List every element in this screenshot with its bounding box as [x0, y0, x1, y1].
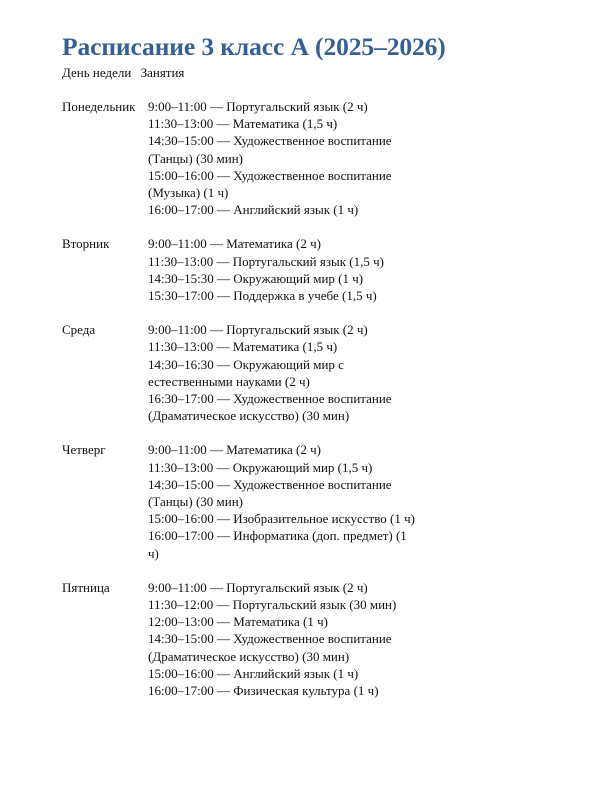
day-row: [62, 441, 542, 561]
lesson-item: 9:00–11:00 — Математика (2 ч): [148, 442, 321, 458]
day-row: [62, 321, 542, 424]
lesson-item: 9:00–11:00 — Португальский язык (2 ч): [148, 99, 368, 114]
lesson-item: 14:30–15:00 — Художественное воспитание (Драматическое искусство) (30 мин): [148, 631, 392, 664]
schedule-days: [62, 98, 542, 699]
day-row: [62, 579, 542, 699]
lesson-item: 12:00–13:00 — Математика (1 ч): [148, 614, 328, 630]
table-header: [62, 64, 542, 81]
lesson-item: 16:00–17:00 — Информатика (доп. предмет) (1 ч): [148, 528, 407, 561]
lesson-list: [148, 579, 418, 699]
header-day: День недели: [62, 65, 132, 80]
day-name: Вторник: [62, 236, 110, 252]
day-name: Среда: [62, 322, 96, 338]
lesson-item: 11:30–13:00 — Математика (1,5 ч): [148, 116, 338, 132]
lesson-item: 16:30–17:00 — Художественное воспитание (Драматическое искусство) (30 мин): [148, 391, 392, 424]
day-name: Понедельник: [62, 99, 136, 114]
lesson-item: 14:30–15:30 — Окружающий мир (1 ч): [148, 270, 364, 286]
day-row: [62, 98, 542, 218]
lesson-item: 15:00–16:00 — Английский язык (1 ч): [148, 665, 359, 681]
lesson-item: 11:30–12:00 — Португальский язык (30 мин): [148, 597, 397, 613]
lesson-item: 14:30–15:00 — Художественное воспитание (Танцы) (30 мин): [148, 476, 392, 510]
lesson-item: 15:00–16:00 — Изобразительное искусство (1 ч): [148, 511, 415, 527]
lesson-item: 11:30–13:00 — Математика (1,5 ч): [148, 339, 338, 355]
lesson-item: 9:00–11:00 — Математика (2 ч): [148, 236, 321, 252]
lesson-list: [148, 98, 418, 218]
page-title: Расписание 3 класс А (2025–2026): [62, 32, 446, 61]
lesson-list: [148, 235, 418, 304]
lesson-item: 14:30–16:30 — Окружающий мир с естественными науками (2 ч): [148, 356, 344, 389]
lesson-item: 9:00–11:00 — Португальский язык (2 ч): [148, 322, 368, 338]
lesson-item: 16:00–17:00 — Английский язык (1 ч): [148, 202, 359, 218]
lesson-item: 11:30–13:00 — Окружающий мир (1,5 ч): [148, 459, 373, 475]
lesson-list: [148, 321, 418, 424]
day-name: Пятница: [62, 579, 110, 595]
day-row: [62, 235, 542, 304]
lesson-item: 9:00–11:00 — Португальский язык (2 ч): [148, 579, 368, 595]
lesson-list: [148, 441, 418, 561]
lesson-item: 15:30–17:00 — Поддержка в учебе (1,5 ч): [148, 288, 377, 304]
header-lessons: Занятия: [140, 65, 185, 80]
lesson-item: 11:30–13:00 — Португальский язык (1,5 ч): [148, 253, 384, 269]
document-page: [62, 30, 542, 699]
lesson-item: 14:30–15:00 — Художественное воспитание (Танцы) (30 мин): [148, 133, 392, 166]
lesson-item: 16:00–17:00 — Физическая культура (1 ч): [148, 683, 379, 699]
day-name: Четверг: [62, 442, 106, 458]
lesson-item: 15:00–16:00 — Художественное воспитание (Музыка) (1 ч): [148, 167, 392, 201]
